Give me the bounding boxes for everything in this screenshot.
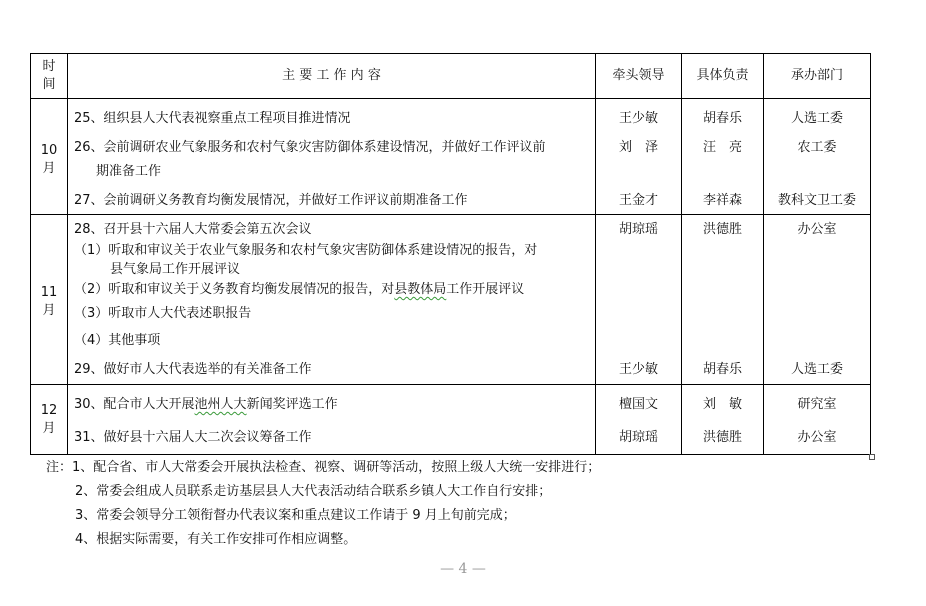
table-border-top <box>30 53 871 54</box>
row-25-dept: 人选工委 <box>790 111 843 126</box>
header-content: 主 要 工 作 内 容 <box>282 68 381 83</box>
row-30-resp: 刘 敏 <box>702 397 742 412</box>
row-29-resp: 胡春乐 <box>702 362 742 377</box>
row-26-content-cont: 期准备工作 <box>96 164 162 179</box>
row-25-lead: 王少敏 <box>618 111 658 126</box>
row-30-lead: 檀国文 <box>618 397 658 412</box>
month-november: 11 月 <box>40 285 58 318</box>
agenda-item-2-spellcheck: 县教体局 <box>394 282 447 297</box>
agenda-item-1: （1）听取和审议关于农业气象服务和农村气象灾害防御体系建设情况的报告，对 <box>74 243 538 258</box>
agenda-item-2 <box>74 281 524 299</box>
header-time: 时 间 <box>42 59 56 92</box>
agenda-item-2-part-a: （2）听取和审议关于义务教育均衡发展情况的报告，对 <box>74 282 395 297</box>
row-30-spellcheck: 池州人大 <box>194 397 247 412</box>
row-26-lead: 刘 泽 <box>618 140 658 155</box>
table-col-divider-time <box>67 53 68 455</box>
row-26-resp: 汪 亮 <box>702 140 742 155</box>
row-29-content: 29、做好市人大代表选举的有关准备工作 <box>74 362 312 377</box>
header-resp: 具体负责 <box>696 68 749 83</box>
table-border-left <box>30 53 31 455</box>
note-4: 4、根据实际需要，有关工作安排可作相应调整。 <box>75 532 357 547</box>
row-27-content: 27、会前调研义务教育均衡发展情况，并做好工作评议前期准备工作 <box>74 193 468 208</box>
row-26-dept: 农工委 <box>797 140 837 155</box>
note-1: 注：1、配合省、市人大常委会开展执法检查、视察、调研等活动，按照上级人大统一安排进行； <box>46 460 601 475</box>
row-28-content: 28、召开县十六届人大常委会第五次会议 <box>74 222 312 237</box>
row-29-dept: 人选工委 <box>790 362 843 377</box>
row-27-dept: 教科文卫工委 <box>777 193 856 208</box>
row-30-part-a: 30、配合市人大开展 <box>74 397 195 412</box>
row-30-content <box>74 396 338 414</box>
row-26-content: 26、会前调研农业气象服务和农村气象灾害防御体系建设情况，并做好工作评议前 <box>74 140 546 155</box>
agenda-item-2-part-c: 工作开展评议 <box>446 282 525 297</box>
agenda-item-4: （4）其他事项 <box>74 333 161 348</box>
row-28-lead: 胡琼瑶 <box>618 222 658 237</box>
table-divider-nov-dec <box>30 384 871 385</box>
table-resize-handle[interactable] <box>869 454 876 461</box>
month-october: 10 月 <box>40 143 58 176</box>
note-3: 3、常委会领导分工领衔督办代表议案和重点建议工作请于 9 月上旬前完成； <box>75 508 516 523</box>
row-30-dept: 研究室 <box>797 397 837 412</box>
month-december: 12 月 <box>40 403 58 436</box>
table-border-bottom <box>30 454 871 455</box>
row-31-lead: 胡琼瑶 <box>618 430 658 445</box>
row-31-content: 31、做好县十六届人大二次会议筹备工作 <box>74 430 312 445</box>
row-31-resp: 洪德胜 <box>702 430 742 445</box>
row-25-content: 25、组织县人大代表视察重点工程项目推进情况 <box>74 111 351 126</box>
row-29-lead: 王少敏 <box>618 362 658 377</box>
row-28-resp: 洪德胜 <box>702 222 742 237</box>
agenda-item-1-cont: 县气象局工作开展评议 <box>110 262 241 277</box>
agenda-item-3: （3）听取市人大代表述职报告 <box>74 306 252 321</box>
table-divider-oct-nov <box>30 214 871 215</box>
table-header-divider <box>30 98 871 99</box>
table-border-right <box>870 53 871 455</box>
header-lead: 牵头领导 <box>612 68 665 83</box>
row-28-dept: 办公室 <box>797 222 837 237</box>
row-27-lead: 王金才 <box>618 193 658 208</box>
row-30-part-c: 新闻奖评选工作 <box>246 397 338 412</box>
note-2: 2、常委会组成人员联系走访基层县人大代表活动结合联系乡镇人大工作自行安排； <box>75 484 552 499</box>
row-27-resp: 李祥森 <box>702 193 742 208</box>
row-25-resp: 胡春乐 <box>702 111 742 126</box>
page-number: — 4 — <box>440 561 486 577</box>
header-dept: 承办部门 <box>790 68 843 83</box>
row-31-dept: 办公室 <box>797 430 837 445</box>
